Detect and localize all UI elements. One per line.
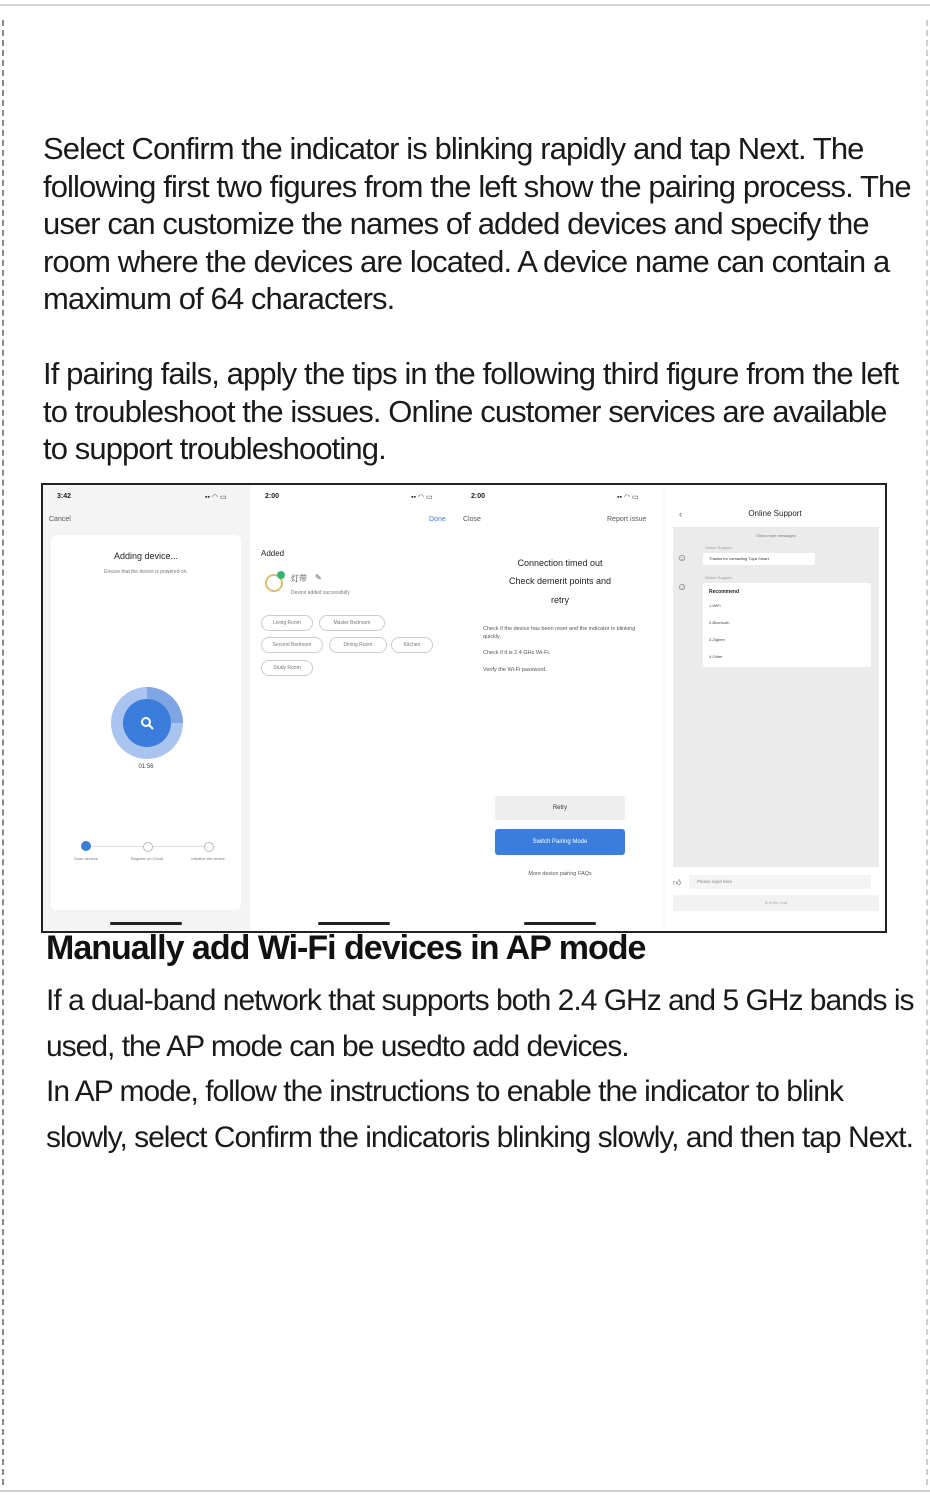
home-indicator [110, 922, 182, 925]
faq-link[interactable]: More device pairing FAQs [528, 871, 592, 877]
timeout-title-line: Check demerit points and [508, 576, 612, 586]
status-icons: ▪▪ ◠ ▭ [205, 494, 227, 501]
cancel-link[interactable]: Cancel [49, 516, 71, 523]
section-paragraph-2: In AP mode, follow the instructions to enable the indicator to blink slowly, select Confirm the indicatoris blinking slowly, and then tap Next. [46, 1075, 913, 1154]
section-paragraph-1: If a dual-band network that supports both 2.4 GHz and 5 GHz bands is used, the AP mode can be usedto add devices. [46, 984, 914, 1063]
step-3-dot [204, 842, 214, 852]
room-chip[interactable]: Second Bedroom [261, 637, 323, 653]
screen-connection-timeout [457, 485, 663, 931]
step-2-dot [143, 842, 153, 852]
section-heading: Manually add Wi-Fi devices in AP mode [46, 929, 646, 967]
room-chip[interactable]: Study Room [261, 660, 313, 676]
status-time: 2:00 [265, 493, 280, 500]
left-margin-line [2, 20, 4, 1485]
status-icons: ▪▪ ◠ ▭ [411, 494, 433, 501]
status-time: 3:42 [57, 493, 72, 500]
edit-icon[interactable]: ✎ [315, 573, 322, 582]
end-chat-bar [673, 895, 879, 911]
home-indicator [524, 922, 596, 925]
recommend-card [703, 583, 871, 667]
room-chip[interactable]: Living Room [261, 615, 313, 631]
device-status: Device added successfully [291, 590, 350, 596]
chat-input[interactable] [689, 875, 871, 889]
success-check-icon [277, 571, 285, 579]
room-chip[interactable]: Dining Room [329, 637, 387, 653]
recommend-option[interactable]: 1-WiFi [709, 603, 721, 608]
screen-online-support [665, 485, 885, 931]
added-label: Added [261, 549, 285, 558]
recommend-option[interactable]: 4-Other [709, 654, 723, 659]
step-3-label: Initialize the device [191, 856, 225, 861]
timeout-title-line: retry [551, 595, 569, 605]
close-link[interactable]: Close [463, 516, 481, 523]
thumbs-up-icon[interactable]: 👍︎ [673, 878, 682, 887]
screen-device-added [251, 485, 457, 931]
scan-timer: 01:56 [138, 764, 154, 770]
recommend-option[interactable]: 2-Bluetooth [709, 620, 730, 625]
robot-avatar-icon: ☺ [677, 582, 688, 593]
intro-paragraph-2: If pairing fails, apply the tips in the following third figure from the left to troubleshoot the issues. Online customer services are available to support troubleshooting. [43, 356, 899, 466]
right-margin-line [926, 20, 928, 1485]
status-icons: ▪▪ ◠ ▭ [617, 494, 639, 501]
chat-area [673, 527, 879, 867]
show-more-link[interactable]: Show more messages [756, 533, 796, 538]
recommend-option[interactable]: 3-Zigbee [709, 637, 725, 642]
intro-paragraph-1: Select Confirm the indicator is blinking rapidly and tap Next. The following first two figures from the left show the pairing process. The user can customize the names of added devices and specify the room where the devices are located. A device name can contain a maximum of 64 characters. [43, 131, 911, 316]
agent-name: Online Support [705, 575, 732, 580]
pairing-screenshots-figure [41, 483, 887, 933]
support-title: Online Support [748, 509, 802, 518]
back-chevron-icon[interactable]: ‹ [679, 509, 682, 519]
timeout-title-line: Connection timed out [517, 558, 603, 568]
tip-1: Check if the device has been reset and the indicator is blinking quickly. [483, 626, 636, 640]
greeting-text: Thanks for contacting Tuya Smart [709, 556, 769, 561]
status-time: 2:00 [471, 493, 486, 500]
chat-input-placeholder: Please input here [697, 879, 733, 884]
done-button[interactable]: Done [429, 516, 446, 523]
step-1-dot [81, 841, 91, 851]
agent-name: Online Support [705, 545, 732, 550]
tip-3: Verify the Wi-Fi password. [483, 667, 547, 673]
report-issue-link[interactable]: Report issue [607, 516, 647, 523]
tip-2: Check if it is 2.4 GHz Wi-Fi. [483, 650, 551, 656]
switch-pairing-mode-button[interactable]: Switch Pairing Mode [495, 829, 625, 855]
robot-avatar-icon: ☺ [677, 553, 688, 564]
recommend-title: Recommend [709, 589, 740, 595]
home-indicator [318, 922, 390, 925]
retry-button[interactable]: Retry [495, 796, 625, 820]
adding-title: Adding device... [113, 551, 179, 561]
device-name: 灯带 [291, 574, 307, 583]
step-1-label: Scan devices [74, 856, 98, 861]
step-2-label: Register on Cloud [130, 856, 164, 861]
bottom-border [0, 1490, 930, 1492]
search-icon [140, 716, 154, 730]
room-chip[interactable]: Master Bedroom [319, 615, 385, 631]
room-chip[interactable]: Kitchen [391, 637, 433, 653]
adding-subtitle: Ensure that the device is powered on. [104, 569, 188, 575]
screen-adding-device [43, 485, 249, 931]
end-chat-link[interactable]: End the chat [764, 900, 788, 905]
greeting-bubble [703, 553, 815, 565]
top-border [0, 4, 930, 6]
adding-card [51, 535, 241, 910]
